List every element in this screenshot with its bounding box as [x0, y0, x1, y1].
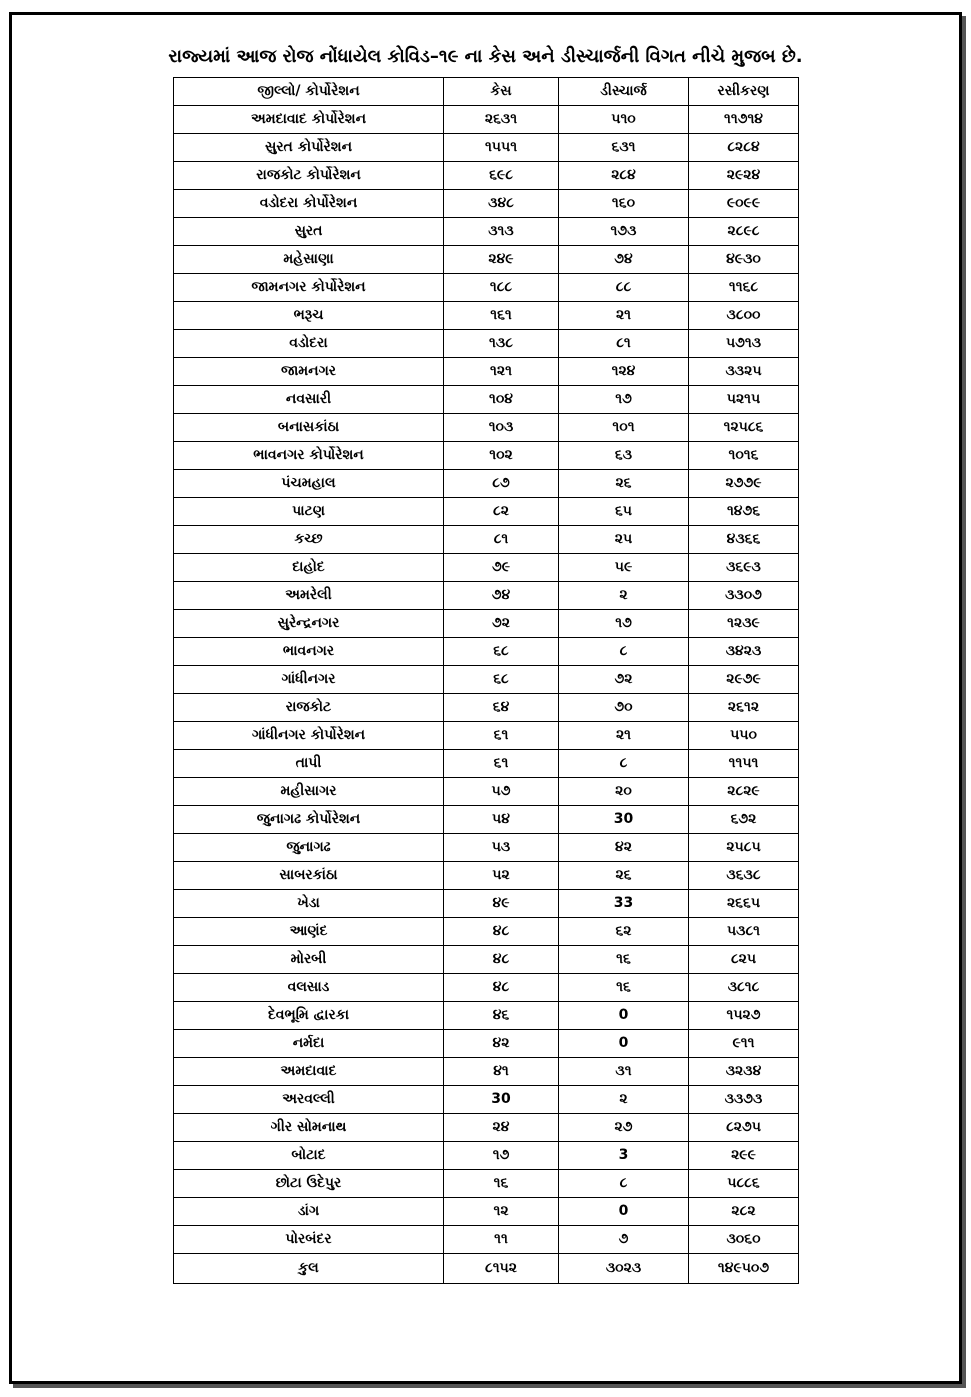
- cell-vaccination: ૨૯૭૯: [689, 666, 799, 694]
- cell-vaccination: ૫૭૧૩: [689, 330, 799, 358]
- table-row: [174, 470, 799, 498]
- cell-cases: ૧૬: [444, 1170, 559, 1198]
- table-row: [174, 274, 799, 302]
- table-row: [174, 946, 799, 974]
- cell-discharge: 33: [559, 890, 689, 918]
- cell-discharge: ૧૭: [559, 386, 689, 414]
- cell-cases: ૧૭: [444, 1142, 559, 1170]
- cell-cases: ૩૧૩: [444, 218, 559, 246]
- cell-discharge: ૬૨: [559, 918, 689, 946]
- cell-cases: ૧૨૧: [444, 358, 559, 386]
- cell-vaccination: ૪૩૬૬: [689, 526, 799, 554]
- cell-cases: ૧૬૧: [444, 302, 559, 330]
- cell-district: તાપી: [174, 750, 444, 778]
- table-row: [174, 442, 799, 470]
- cell-vaccination: ૩૦૬૦: [689, 1226, 799, 1254]
- cell-vaccination: ૨૯૯: [689, 1142, 799, 1170]
- cell-vaccination: ૨૫૮૫: [689, 834, 799, 862]
- cell-cases: ૪૯: [444, 890, 559, 918]
- cell-cases: ૮૨: [444, 498, 559, 526]
- cell-vaccination: ૧૨૫૮૬: [689, 414, 799, 442]
- cell-cases: ૫૩: [444, 834, 559, 862]
- cell-discharge: ૮૮: [559, 274, 689, 302]
- cell-district: અમદાવાદ કોર્પોરેશન: [174, 106, 444, 134]
- cell-district: દાહોદ: [174, 554, 444, 582]
- cell-cases: ૮૧૫૨: [444, 1254, 559, 1284]
- cell-district: નવસારી: [174, 386, 444, 414]
- header-vaccination: રસીકરણ: [689, 78, 799, 106]
- cell-district: પંચમહાલ: [174, 470, 444, 498]
- cell-district: પોરબંદર: [174, 1226, 444, 1254]
- table-row: [174, 750, 799, 778]
- table-row: [174, 358, 799, 386]
- cell-vaccination: ૨૭૭૯: [689, 470, 799, 498]
- cell-cases: ૬૮: [444, 666, 559, 694]
- cell-vaccination: ૮૨૭૫: [689, 1114, 799, 1142]
- cell-vaccination: ૫૫૦: [689, 722, 799, 750]
- cell-vaccination: ૧૨૩૯: [689, 610, 799, 638]
- cell-vaccination: ૨૯૨૪: [689, 162, 799, 190]
- header-discharge: ડીસ્ચાર્જ: [559, 78, 689, 106]
- cell-vaccination: ૧૫૨૭: [689, 1002, 799, 1030]
- cell-vaccination: ૨૬૧૨: [689, 694, 799, 722]
- cell-district: વલસાડ: [174, 974, 444, 1002]
- cell-discharge: ૨૧: [559, 302, 689, 330]
- table-row: [174, 134, 799, 162]
- cell-district: ખેડા: [174, 890, 444, 918]
- cell-district: મોરબી: [174, 946, 444, 974]
- table-row: [174, 1086, 799, 1114]
- cell-cases: ૧૦૨: [444, 442, 559, 470]
- cell-cases: ૫૭: [444, 778, 559, 806]
- cell-district: આણંદ: [174, 918, 444, 946]
- table-row: [174, 834, 799, 862]
- cell-discharge: ૭૪: [559, 246, 689, 274]
- cell-district: ડાંગ: [174, 1198, 444, 1226]
- cell-district: વડોદરા: [174, 330, 444, 358]
- cell-vaccination: ૩૩૭૩: [689, 1086, 799, 1114]
- cell-district: વડોદરા કોર્પોરેશન: [174, 190, 444, 218]
- cell-cases: ૭૪: [444, 582, 559, 610]
- cell-discharge: ૨૬: [559, 470, 689, 498]
- cell-discharge: 3: [559, 1142, 689, 1170]
- cell-district: નર્મદા: [174, 1030, 444, 1058]
- cell-discharge: ૩૦૨૩: [559, 1254, 689, 1284]
- table-row: [174, 302, 799, 330]
- cell-discharge: ૧૦૧: [559, 414, 689, 442]
- cell-cases: ૫૪: [444, 806, 559, 834]
- cell-vaccination: ૫૮૮૬: [689, 1170, 799, 1198]
- cell-discharge: ૨૬: [559, 862, 689, 890]
- cell-district: કુલ: [174, 1254, 444, 1284]
- cell-cases: ૬૪: [444, 694, 559, 722]
- cell-district: સુરત કોર્પોરેશન: [174, 134, 444, 162]
- cell-district: સુરત: [174, 218, 444, 246]
- cell-discharge: ૨૫: [559, 526, 689, 554]
- cell-district: બનાસકાંઠા: [174, 414, 444, 442]
- cell-vaccination: ૬૭૨: [689, 806, 799, 834]
- cell-vaccination: ૨૮૨૯: [689, 778, 799, 806]
- cell-vaccination: ૧૪૭૬: [689, 498, 799, 526]
- table-row: [174, 162, 799, 190]
- table-row: [174, 526, 799, 554]
- cell-district: રાજકોટ: [174, 694, 444, 722]
- table-row: [174, 890, 799, 918]
- cell-district: મહીસાગર: [174, 778, 444, 806]
- cell-cases: ૩૪૮: [444, 190, 559, 218]
- cell-cases: ૧૩૮: [444, 330, 559, 358]
- cell-discharge: ૭: [559, 1226, 689, 1254]
- table-row: [174, 330, 799, 358]
- cell-vaccination: ૧૦૧૬: [689, 442, 799, 470]
- cell-cases: ૧૦૪: [444, 386, 559, 414]
- cell-discharge: ૭૨: [559, 666, 689, 694]
- header-district: જીલ્લો/ કોર્પોરેશન: [174, 78, 444, 106]
- cell-district: જામનગર કોર્પોરેશન: [174, 274, 444, 302]
- table-row: [174, 106, 799, 134]
- cell-discharge: 30: [559, 806, 689, 834]
- cell-cases: ૬૧: [444, 750, 559, 778]
- table-row: [174, 722, 799, 750]
- cell-discharge: ૮૧: [559, 330, 689, 358]
- cell-cases: ૫૨: [444, 862, 559, 890]
- table-row: [174, 386, 799, 414]
- table-row: [174, 778, 799, 806]
- cell-district: બોટાદ: [174, 1142, 444, 1170]
- table-row: [174, 582, 799, 610]
- cell-cases: ૪૧: [444, 1058, 559, 1086]
- table-row: [174, 862, 799, 890]
- page-title: રાજ્યમાં આજ રોજ નોંધાયેલ કોવિડ–૧૯ ના કેસ અને ડીસ્ચાર્જની વિગત નીચે મુજબ છે.: [168, 46, 803, 67]
- cell-discharge: 0: [559, 1002, 689, 1030]
- table-row: [174, 1226, 799, 1254]
- cell-discharge: ૬૫: [559, 498, 689, 526]
- cell-discharge: ૧૬: [559, 974, 689, 1002]
- cell-vaccination: ૩૪૨૩: [689, 638, 799, 666]
- table-row: [174, 1170, 799, 1198]
- cell-discharge: ૪૨: [559, 834, 689, 862]
- total-row: [174, 1254, 799, 1284]
- cell-discharge: ૨૦: [559, 778, 689, 806]
- header-cases: કેસ: [444, 78, 559, 106]
- cell-cases: ૪૮: [444, 974, 559, 1002]
- cell-cases: ૪૮: [444, 946, 559, 974]
- table-row: [174, 1002, 799, 1030]
- table-row: [174, 1058, 799, 1086]
- cell-cases: ૧૫૫૧: [444, 134, 559, 162]
- cell-district: મહેસાણા: [174, 246, 444, 274]
- cell-vaccination: ૧૧૬૮: [689, 274, 799, 302]
- cell-district: પાટણ: [174, 498, 444, 526]
- cell-district: જુનાગઢ: [174, 834, 444, 862]
- cell-vaccination: ૨૮૨: [689, 1198, 799, 1226]
- cell-cases: ૬૯૮: [444, 162, 559, 190]
- cell-discharge: ૮: [559, 638, 689, 666]
- cell-cases: ૭૯: [444, 554, 559, 582]
- cell-vaccination: ૧૪૯૫૦૭: [689, 1254, 799, 1284]
- table-row: [174, 414, 799, 442]
- cell-discharge: ૩૧: [559, 1058, 689, 1086]
- table-row: [174, 246, 799, 274]
- cell-discharge: ૧૬: [559, 946, 689, 974]
- table-row: [174, 666, 799, 694]
- cell-vaccination: ૧૧૭૧૪: [689, 106, 799, 134]
- cell-cases: ૧૨: [444, 1198, 559, 1226]
- cell-district: જુનાગઢ કોર્પોરેશન: [174, 806, 444, 834]
- table-row: [174, 190, 799, 218]
- cell-discharge: ૨૭: [559, 1114, 689, 1142]
- cell-district: અમરેલી: [174, 582, 444, 610]
- cell-cases: 30: [444, 1086, 559, 1114]
- cell-district: ગાંધીનગર: [174, 666, 444, 694]
- cell-vaccination: ૩૮૧૮: [689, 974, 799, 1002]
- covid-district-table: [173, 77, 799, 1284]
- cell-cases: ૪૬: [444, 1002, 559, 1030]
- cell-cases: ૪૮: [444, 918, 559, 946]
- cell-cases: ૨૬૩૧: [444, 106, 559, 134]
- cell-vaccination: ૫૨૧૫: [689, 386, 799, 414]
- cell-cases: ૨૪૯: [444, 246, 559, 274]
- cell-cases: ૬૮: [444, 638, 559, 666]
- cell-cases: ૮૭: [444, 470, 559, 498]
- cell-discharge: ૬૩૧: [559, 134, 689, 162]
- cell-vaccination: ૨૬૬૫: [689, 890, 799, 918]
- cell-cases: ૧૮૮: [444, 274, 559, 302]
- cell-cases: ૪૨: [444, 1030, 559, 1058]
- table-header-row: [174, 78, 799, 106]
- cell-vaccination: ૮૨૮૪: [689, 134, 799, 162]
- cell-cases: ૮૧: [444, 526, 559, 554]
- cell-vaccination: ૯૧૧: [689, 1030, 799, 1058]
- cell-district: સાબરકાંઠા: [174, 862, 444, 890]
- cell-district: અરવલ્લી: [174, 1086, 444, 1114]
- cell-vaccination: ૫૩૮૧: [689, 918, 799, 946]
- cell-district: ગીર સોમનાથ: [174, 1114, 444, 1142]
- cell-district: સુરેન્દ્રનગર: [174, 610, 444, 638]
- cell-discharge: ૨: [559, 582, 689, 610]
- cell-cases: ૧૧: [444, 1226, 559, 1254]
- cell-cases: ૨૪: [444, 1114, 559, 1142]
- table-row: [174, 218, 799, 246]
- cell-district: અમદાવાદ: [174, 1058, 444, 1086]
- cell-district: છોટા ઉદેપુર: [174, 1170, 444, 1198]
- table-row: [174, 498, 799, 526]
- cell-district: જામનગર: [174, 358, 444, 386]
- table-row: [174, 694, 799, 722]
- cell-discharge: ૧૭૩: [559, 218, 689, 246]
- table-row: [174, 1030, 799, 1058]
- table-row: [174, 1142, 799, 1170]
- table-row: [174, 806, 799, 834]
- cell-cases: ૬૧: [444, 722, 559, 750]
- cell-discharge: 0: [559, 1198, 689, 1226]
- cell-discharge: ૧૬૦: [559, 190, 689, 218]
- cell-discharge: ૭૦: [559, 694, 689, 722]
- table-row: [174, 974, 799, 1002]
- cell-vaccination: ૯૦૯૯: [689, 190, 799, 218]
- cell-discharge: ૫૧૦: [559, 106, 689, 134]
- table-row: [174, 610, 799, 638]
- cell-district: રાજકોટ કોર્પોરેશન: [174, 162, 444, 190]
- cell-cases: ૧૦૩: [444, 414, 559, 442]
- cell-discharge: ૧૨૪: [559, 358, 689, 386]
- cell-vaccination: ૩૩૨૫: [689, 358, 799, 386]
- cell-vaccination: ૩૮૦૦: [689, 302, 799, 330]
- cell-district: ભાવનગર કોર્પોરેશન: [174, 442, 444, 470]
- cell-vaccination: ૪૯૩૦: [689, 246, 799, 274]
- cell-vaccination: ૮૨૫: [689, 946, 799, 974]
- cell-discharge: ૨૧: [559, 722, 689, 750]
- table-row: [174, 918, 799, 946]
- cell-vaccination: ૩૩૦૭: [689, 582, 799, 610]
- cell-discharge: ૮: [559, 750, 689, 778]
- table-row: [174, 638, 799, 666]
- cell-discharge: ૨૮૪: [559, 162, 689, 190]
- cell-discharge: ૫૯: [559, 554, 689, 582]
- cell-district: ભાવનગર: [174, 638, 444, 666]
- cell-district: ગાંધીનગર કોર્પોરેશન: [174, 722, 444, 750]
- cell-vaccination: ૩૨૩૪: [689, 1058, 799, 1086]
- cell-discharge: ૧૭: [559, 610, 689, 638]
- table-row: [174, 554, 799, 582]
- cell-discharge: ૬૩: [559, 442, 689, 470]
- cell-vaccination: ૩૬૯૩: [689, 554, 799, 582]
- cell-vaccination: ૩૬૩૮: [689, 862, 799, 890]
- cell-vaccination: ૨૮૯૮: [689, 218, 799, 246]
- cell-district: દેવભૂમિ દ્વારકા: [174, 1002, 444, 1030]
- cell-vaccination: ૧૧૫૧: [689, 750, 799, 778]
- cell-district: ભરૂચ: [174, 302, 444, 330]
- cell-discharge: ૮: [559, 1170, 689, 1198]
- cell-discharge: ૨: [559, 1086, 689, 1114]
- cell-district: કચ્છ: [174, 526, 444, 554]
- table-row: [174, 1114, 799, 1142]
- cell-discharge: 0: [559, 1030, 689, 1058]
- table-row: [174, 1198, 799, 1226]
- cell-cases: ૭૨: [444, 610, 559, 638]
